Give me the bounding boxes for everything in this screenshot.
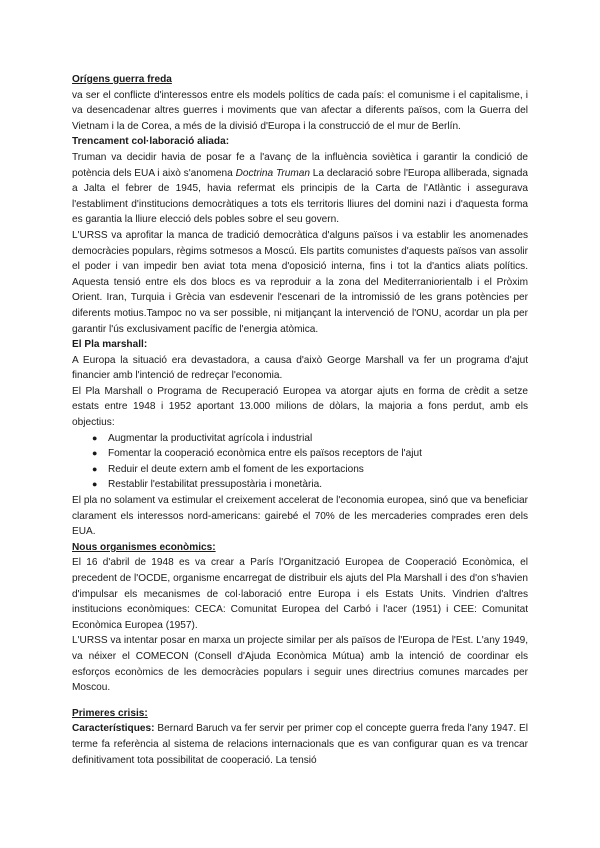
bullet-icon: ●	[92, 448, 98, 459]
heading-crisis: Primeres crisis:	[72, 707, 148, 719]
paragraph-urss: L'URSS va aprofitar la manca de tradició democràtica d'alguns països i va establir les anomenades democràcies populars, règims sotmesos a Moscú. Els partits comunistes d'aquests països van assolir el poder i van impedir ben aviat tota mena d'oposició interna, fins i tot la d'antics aliats polítics. Aquesta tensió entre els dos blocs es va reproduir a la zona del Mediterraniorientalb i el Pròxim Orient. Iran, Turquia i Grècia van esdevenir l'escenari de la intromissió de les grans potències per diferents motius.Tampoc no va ser possible, ni mitjançant la intervenció de l'ONU, acordar un pla per garantir l'ús exclusivament pacífic de l'energia atòmica.	[72, 229, 528, 335]
list-item-text: Reduir el deute extern amb el foment de les exportacions	[108, 463, 364, 475]
list-item	[92, 446, 528, 462]
bullet-icon: ●	[92, 479, 98, 490]
truman-text-before: Truman va decidir havia de posar fe a l'avanç de la influència soviètica i garantir la condició de potència dels EUA i això s'anomena	[72, 151, 528, 179]
list-item-text: Augmentar la productivitat agrícola i industrial	[108, 432, 313, 444]
paragraph-marshall-3: El pla no solament va estimular el creixement accelerat de l'economia europea, sinó que va beneficiar clarament els interessos nord-americans: gairebé el 70% de les mercaderies comprades eren dels EUA.	[72, 495, 528, 538]
heading-marshall: El Pla marshall:	[72, 339, 148, 351]
objectives-list	[72, 431, 528, 493]
bullet-icon: ●	[92, 463, 98, 474]
paragraph-marshall-2: El Pla Marshall o Programa de Recuperació Europea va atorgar ajuts en forma de crèdit a setze estats entre 1948 i 1952 aportant 13.000 milions de dòlars, la majoria a fons perdut, amb els objectius:	[72, 385, 528, 429]
heading-trencament: Trencament col·laboració aliada:	[72, 136, 230, 148]
bullet-icon: ●	[92, 432, 98, 443]
list-item	[92, 462, 528, 478]
list-item	[92, 431, 528, 447]
doctrina-truman: Doctrina Truman	[235, 167, 310, 179]
paragraph-truman	[72, 150, 528, 228]
paragraph-organismes-1: El 16 d'abril de 1948 es va crear a París l'Organització Europea de Cooperació Econòmica, el precedent de l'OCDE, organisme encarregat de distribuir els ajuts del Pla Marshall i des d'on s'havien d'impulsar els mecanismes de col·laboració entre Europa i els Estats Units. Vindrien d'altres institucions econòmiques: CECA: Comunitat Europea del Carbó i l'acer (1951) i CEE: Comunitat Econòmica Europea (1957).	[72, 557, 528, 631]
paragraph-marshall-1: A Europa la situació era devastadora, a causa d'això George Marshall va fer un programa d'ajut financier amb l'intenció de redreçar l'economia.	[72, 354, 528, 382]
paragraph-origins: va ser el conflicte d'interessos entre els models polítics de cada país: el comunisme i el capitalisme, i va desencadenar altres guerres i moviments que van afectar a diferents països, com la Guerra del Vietnam i la de Corea, a més de la divisió d'Europa i la construcció de el mur de Berlín.	[72, 89, 528, 132]
list-item	[92, 477, 528, 493]
list-item-text: Fomentar la cooperació econòmica entre els països receptors de l'ajut	[108, 448, 422, 460]
paragraph-organismes-2: L'URSS va intentar posar en marxa un projecte similar per als països de l'Europa de l'Est. L'any 1949, va néixer el COMECON (Consell d'Ajuda Econòmica Mútua) amb la intenció de coordinar els esforços econòmics de les democràcies populars i seguir unes directrius comunes marcades per Moscou.	[72, 635, 528, 694]
truman-text-after: La declaració sobre l'Europa alliberada, signada a Jalta el febrer de 1945, havia refermat els principis de la Carta de l'Atlàntic i assegurava l'establiment d'institucions democràtiques a tots els territoris lliures del domini nazi i d'aquesta forma es garantia la lliure elecció dels pobles sobre el seu govern.	[72, 167, 528, 226]
list-item-text: Restablir l'estabilitat pressupostària i monetària.	[108, 479, 322, 491]
section-gap	[72, 696, 528, 706]
document-page	[72, 72, 528, 768]
characteristics-text: Bernard Baruch va fer servir per primer cop el concepte guerra freda l'any 1947. El terme fa referència al sistema de relacions internacionals que es van configurar quan es va trencar definitivament tota possibilitat de cooperació. La tensió	[72, 723, 528, 766]
heading-organismes: Nous organismes econòmics:	[72, 541, 216, 553]
characteristics-label: Característiques:	[72, 723, 155, 735]
heading-origins: Orígens guerra freda	[72, 74, 172, 85]
paragraph-crisis	[72, 721, 528, 768]
